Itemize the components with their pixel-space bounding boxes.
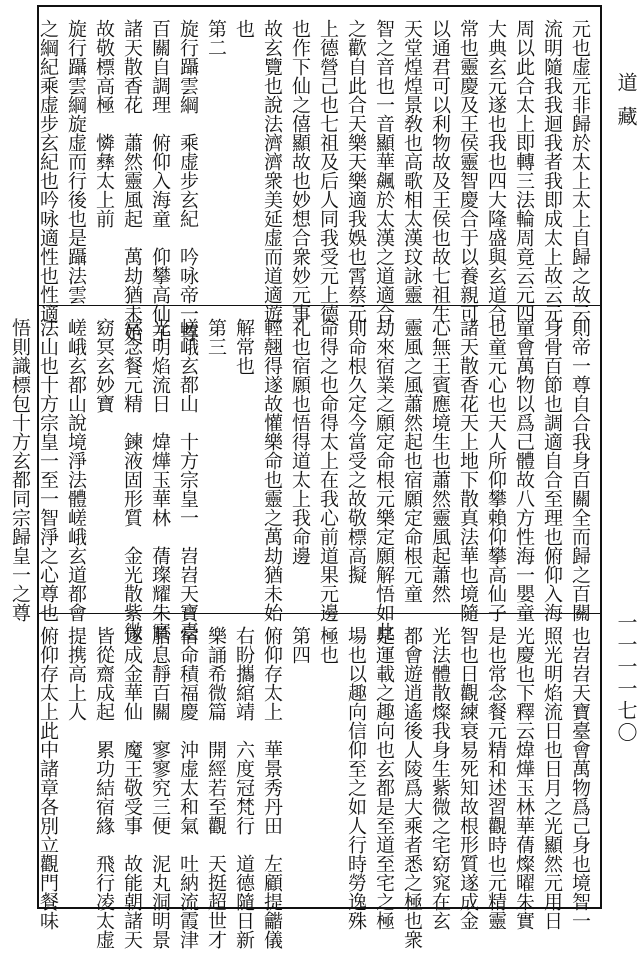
verse-column: 俯仰存太上 華景秀丹田 左顧提龤儀 bbox=[261, 626, 283, 949]
text-column: 之歡自此合天樂天樂適我娛也霄蔡元 bbox=[345, 19, 367, 323]
text-column: 悟則識標包十方玄都同宗歸皇一之尊 bbox=[9, 318, 31, 622]
panel-bottom bbox=[37, 613, 600, 949]
section-heading: 第四 bbox=[289, 626, 311, 664]
verse-column: 旋行躡雲綱 乘虚步玄紀 吟咏帝一尊 bbox=[177, 19, 199, 342]
verse-column: 提携高上人 bbox=[65, 626, 87, 721]
text-column: 也童元心也天人所仰攀賴仰攀高仙子 bbox=[485, 318, 507, 622]
verse-column: 窈冥玄妙寶 bbox=[93, 318, 115, 413]
text-column: 上德營己也七祖及后人同我受元上德 bbox=[317, 19, 339, 323]
text-column: 旋行躡雲綱旋虚而行後也是躡法雲 bbox=[65, 19, 87, 304]
text-column: 場也以趣向信仰至之如人行時勞逸殊 bbox=[345, 626, 367, 930]
text-column: 童會萬物以爲己體故八方性海一嬰童 bbox=[513, 318, 535, 622]
verse-column: 常念餐元精 鍊液固形質 金光散紫微 bbox=[121, 318, 143, 641]
text-column: 命得之也命得太上在我心前道果元邊 bbox=[317, 318, 339, 622]
text-column: 都會遊逍遙後人陵爲大乘者悉之極也衆 bbox=[401, 626, 423, 949]
collection-title: 道藏 bbox=[614, 72, 638, 140]
text-column: 也作下仙之僖顯故也妙想合衆妙元事 bbox=[289, 19, 311, 323]
text-column: 大典玄元遂也我也四大隆盛與玄道合 bbox=[485, 19, 507, 323]
text-column: 以通君可以利物故及王侯也故七祖生 bbox=[429, 19, 451, 323]
text-column: 靈風之風蕭然起也宿願定命根元童 bbox=[401, 318, 423, 603]
text-column: 智也日觀練衰易死知故根形質遂成金 bbox=[457, 626, 479, 930]
verse-column: 遂成金華仙 魔王敬受事 故能朝諸天 bbox=[121, 626, 143, 949]
section-heading: 第三 bbox=[205, 318, 227, 356]
text-column: 常也靈慶及王侯靈智慶合于以養親可 bbox=[457, 19, 479, 323]
text-column: 諸天散香花天上地下散真法華也境隨 bbox=[457, 318, 479, 622]
page-number: 一一一一七〇 bbox=[614, 612, 638, 744]
text-column: 法山也十方宗皇一至一智淨之心尊也 bbox=[37, 318, 59, 622]
text-column: 之綱紀乘虚步玄紀也吟咏適性也性適 bbox=[37, 19, 59, 323]
verse-column: 右盼攜綰靖 六度冠梵行 道德隨日新 bbox=[233, 626, 255, 949]
text-column: 元也虚元非歸於太上太上自歸之故云 bbox=[569, 19, 591, 323]
text-column: 故玄覽也說法濟濟衆美延虚而道適遊 bbox=[261, 19, 283, 323]
text-column: 周以此合太上即轉三法輪周竟云元四 bbox=[513, 19, 535, 323]
text-column: 是也常念餐元精和述習觀時也元精靈 bbox=[485, 626, 507, 930]
verse-column: 故敬標高極 憐彝太上前 bbox=[93, 19, 115, 228]
text-column: 流明隨我我迴我者我即成太上故云元 bbox=[541, 19, 563, 323]
text-column: 礼也宿願也悟得道太上我命邊 bbox=[289, 318, 311, 565]
text-column: 光法體散燦我身生紫微之宅窈窕在玄 bbox=[429, 626, 451, 930]
verse-column: 光明焰流日 煒燁玉華林 蒨璨耀朱實 bbox=[149, 318, 171, 641]
text-column: 心無王賓應境生也蕭然靈風起蕭然 bbox=[429, 318, 451, 603]
verse-column: 嵯峨玄都山 十方宗皇一 岧岧天寶臺 bbox=[177, 318, 199, 641]
text-column: 極也 bbox=[317, 626, 339, 664]
text-column: 智之音也一音顯華飆於太漢之道適合 bbox=[373, 19, 395, 323]
panel-middle bbox=[9, 305, 600, 641]
text-column: 輕翹得遂故懽樂命也靈之萬劫猶未始 bbox=[261, 318, 283, 622]
text-column: 是運載之趣向也玄都是至道至宅之極 bbox=[373, 626, 395, 930]
panel-top-columns bbox=[32, 19, 592, 342]
text-column: 則帝一尊自合我身百關全而歸之百關 bbox=[569, 318, 591, 622]
text-column: 光慶也下釋云煒燁玉林華蒨燦曜朱實 bbox=[513, 626, 535, 930]
text-column: 天堂煌煌景敎也高歌相太漢玟詠靈 bbox=[401, 19, 423, 304]
verse-column: 宿命積福慶 沖虚太和氣 吐納流霞津 bbox=[177, 626, 199, 949]
verse-column: 百關自調理 俯仰入海童 仰攀高仙子 bbox=[149, 19, 171, 342]
verse-column: 諸天散香花 蕭然靈風起 萬劫猶未始 bbox=[121, 19, 143, 342]
section-heading: 第二 bbox=[205, 19, 227, 57]
page-frame bbox=[9, 5, 602, 949]
panel-bottom-columns bbox=[32, 626, 592, 949]
text-column: 也岧岧天寶臺會萬物爲己身也境智一 bbox=[569, 626, 591, 930]
text-column: 照光明焰流日也日月之光顯然元用日 bbox=[541, 626, 563, 930]
text-column: 俯仰存太上此中諸章各別立觀門餐味 bbox=[37, 626, 59, 930]
panel-middle-columns bbox=[4, 318, 592, 641]
text-column: 身骨百節也調適自合至理也俯仰入海 bbox=[541, 318, 563, 622]
verse-column: 皆從齋成起 累功結宿緣 飛行凌太虚 bbox=[93, 626, 115, 949]
text-column: 解常也 bbox=[233, 318, 255, 375]
text-column: 也 bbox=[233, 19, 255, 38]
text-column: 則命根久定今當受之故敬標高擬 bbox=[345, 318, 367, 584]
text-column: 劫來宿業之願定命根元樂定願解悟如此 bbox=[373, 318, 395, 641]
text-column: 嵯峨玄都山說境淨法體嵯峨玄道都會 bbox=[65, 318, 87, 622]
verse-column: 樂誦希微篇 開經若至觀 天挺超世才 bbox=[205, 626, 227, 949]
verse-column: 胎息靜百關 寥寥究三便 泥丸洞明景 bbox=[149, 626, 171, 949]
